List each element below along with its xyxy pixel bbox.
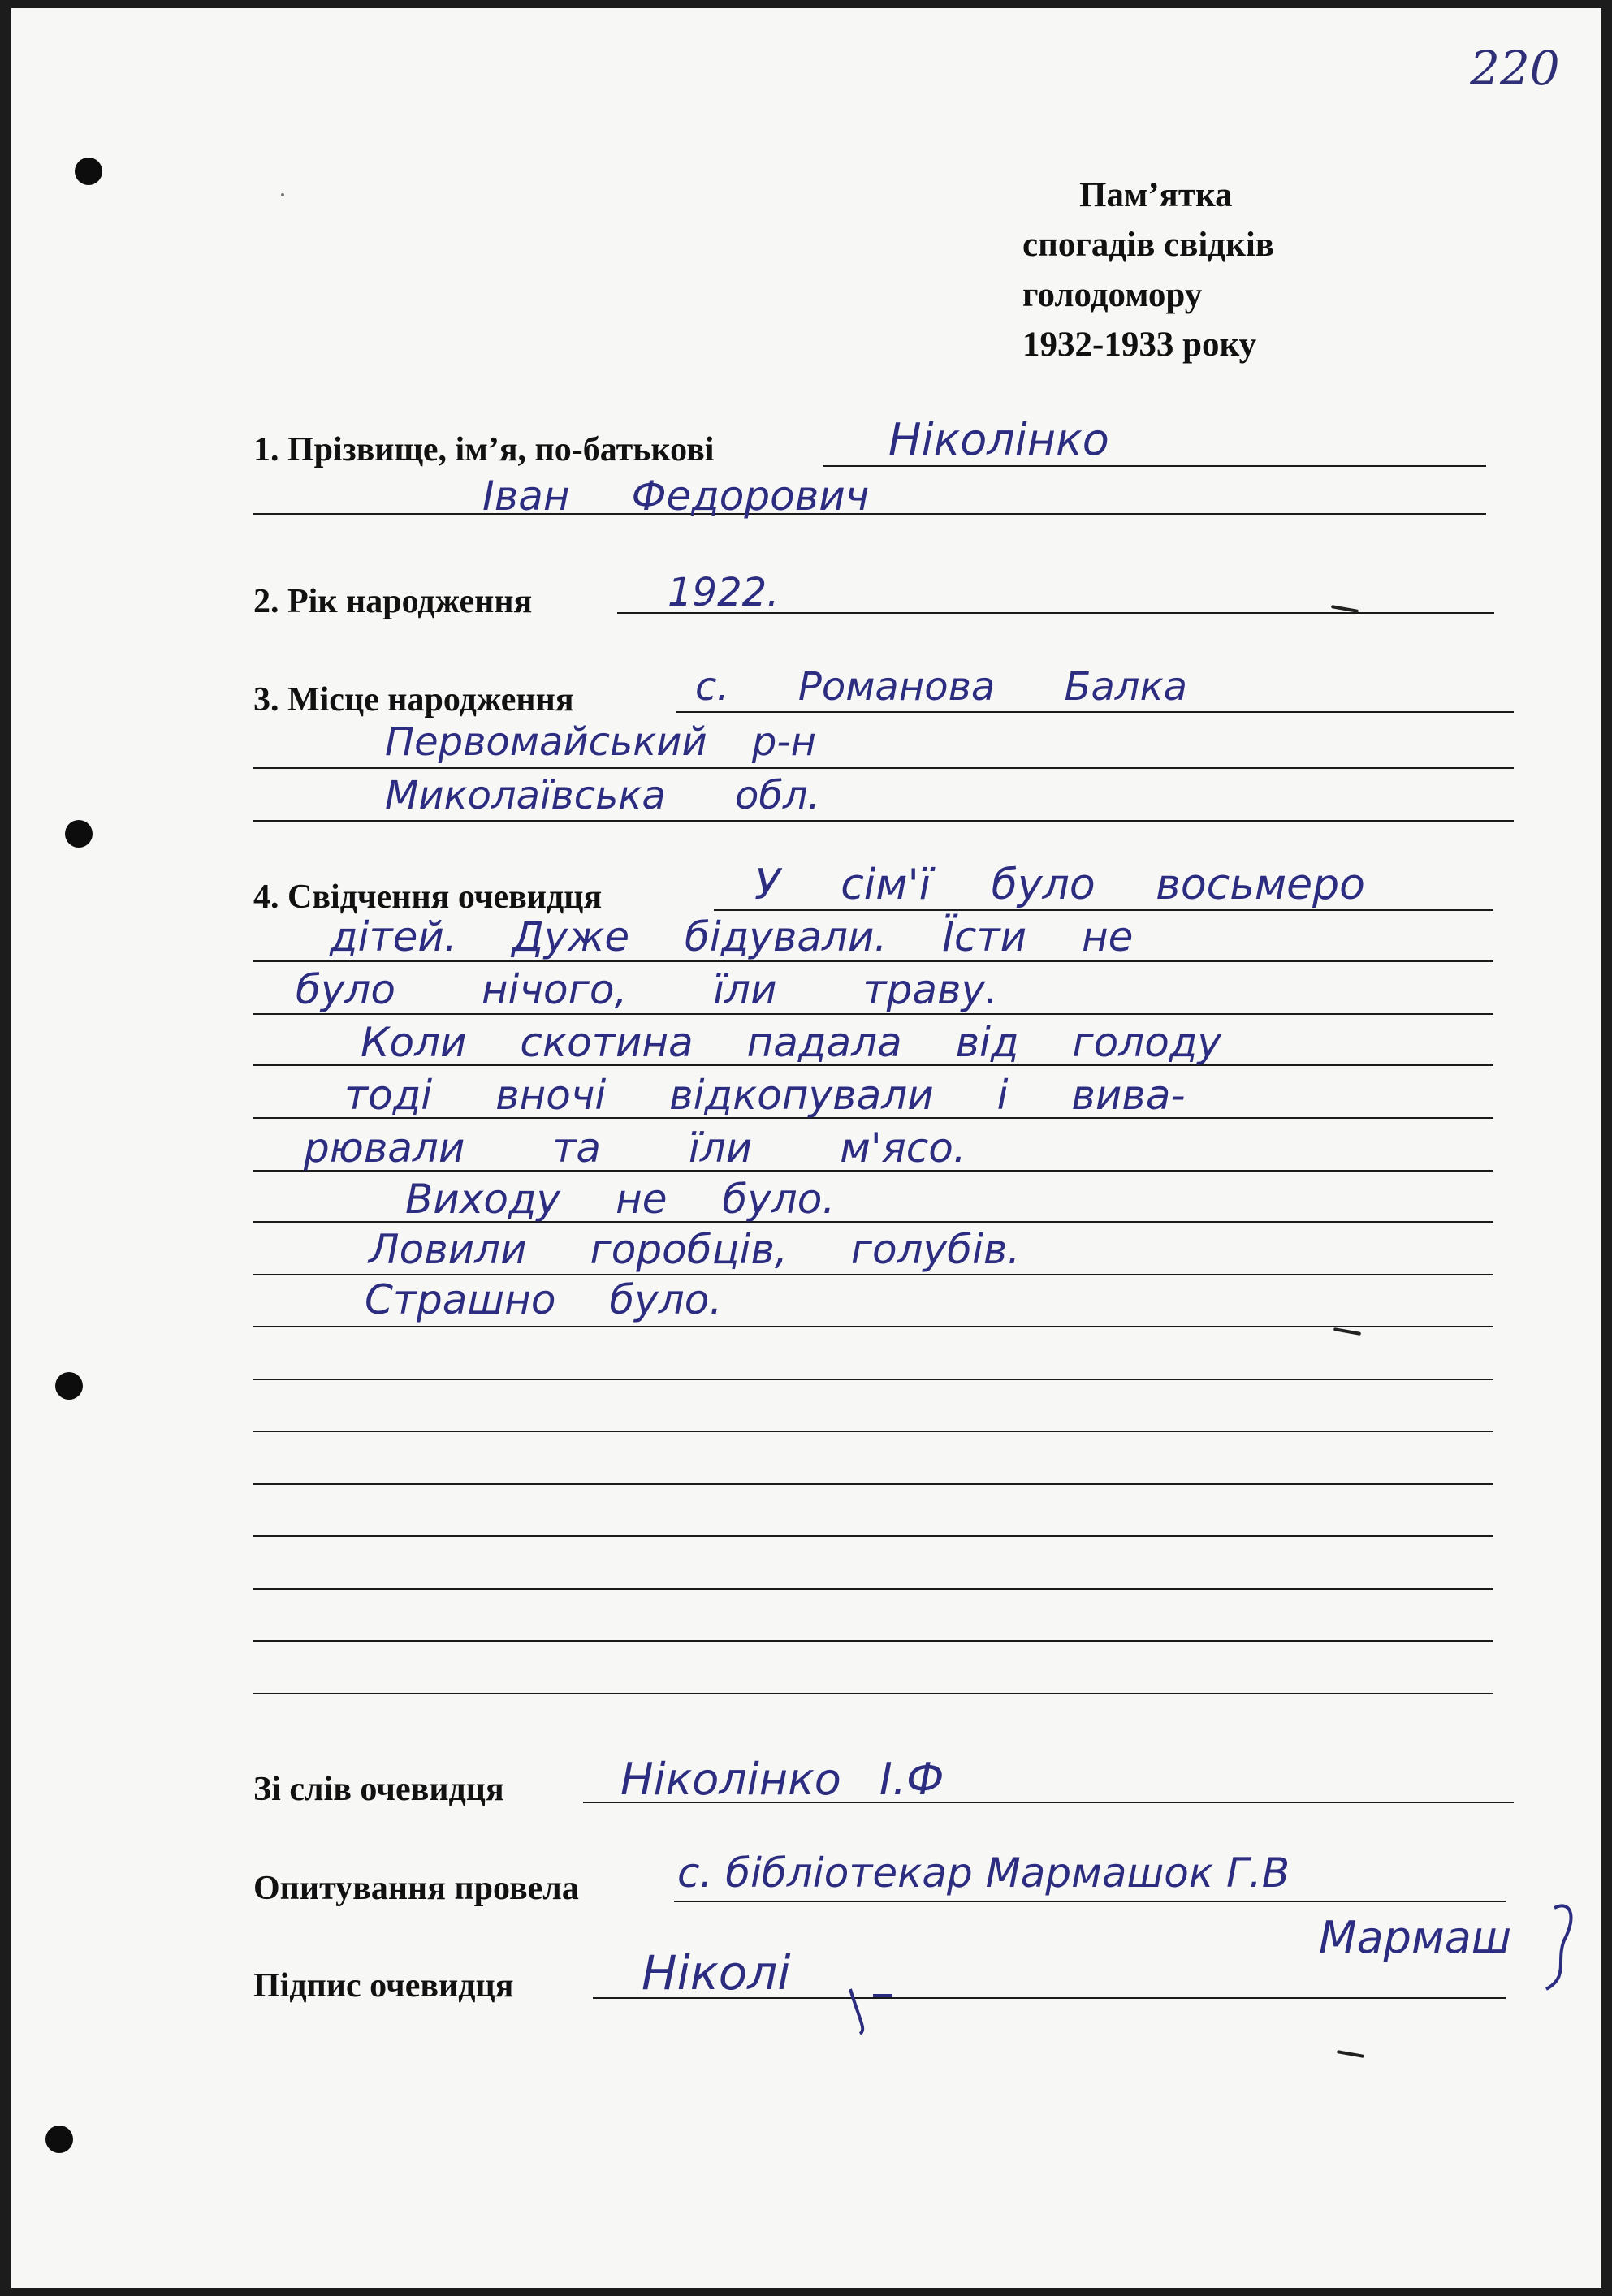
surname-line-2 <box>253 513 1486 515</box>
binder-hole <box>45 2126 73 2153</box>
interviewer-line <box>674 1901 1506 1902</box>
title-line-4: 1932-1933 року <box>1022 326 1257 365</box>
testimony-line-16 <box>253 1693 1493 1694</box>
binder-hole <box>75 158 102 185</box>
birth-place-value-3: Миколаївська обл. <box>385 773 820 818</box>
testimony-text-8: Ловили горобців, голубів. <box>369 1226 1021 1273</box>
testimony-line-12 <box>253 1483 1493 1485</box>
name-value: Іван Федорович <box>482 473 870 520</box>
testimony-text-9: Страшно було. <box>365 1276 723 1323</box>
interviewer-signature: Мармаш <box>1319 1912 1512 1963</box>
testimony-text-2: дітей. Дуже бідували. Їсти не <box>330 913 1134 960</box>
testimony-line-10 <box>253 1379 1493 1380</box>
title-line-3: голодомору <box>1022 275 1203 314</box>
title-line-1: Пам’ятка <box>1079 176 1233 214</box>
pencil-tick <box>1337 2050 1364 2058</box>
testimony-text-6: рювали та їли м'ясо. <box>304 1124 966 1172</box>
interviewer-signature-flourish <box>1538 1900 1587 1997</box>
birth-place-label: 3. Місце народження <box>253 681 574 719</box>
birth-place-line-1 <box>676 711 1514 713</box>
surname-line-1 <box>823 465 1486 467</box>
binder-hole <box>55 1372 83 1400</box>
birth-place-line-2 <box>253 767 1514 769</box>
binder-hole <box>65 820 93 848</box>
paper-speck <box>281 193 284 196</box>
testimony-line-13 <box>253 1535 1493 1537</box>
testimony-text-3: було нічого, їли траву. <box>296 966 998 1013</box>
birth-place-value-2: Первомайський р-н <box>385 719 817 765</box>
birth-year-value: 1922. <box>668 570 780 615</box>
testimony-line-3 <box>253 1013 1493 1015</box>
testimony-line-8 <box>253 1274 1493 1275</box>
from-words-label: Зі слів очевидця <box>253 1771 504 1808</box>
testimony-text-4: Коли скотина падала від голоду <box>361 1019 1221 1066</box>
testimony-text-5: тоді вночі відкопували і вива- <box>344 1072 1186 1119</box>
birth-place-value-1: с. Романова Балка <box>695 664 1187 710</box>
page-number: 220 <box>1470 41 1560 96</box>
witness-signature-label: Підпис очевидця <box>253 1967 514 2005</box>
witness-signature-flourish <box>844 1965 909 2038</box>
testimony-line-2 <box>253 960 1493 962</box>
from-words-value: Ніколінко І.Ф <box>620 1754 944 1805</box>
pencil-tick <box>1333 1327 1361 1336</box>
birth-year-label: 2. Рік народження <box>253 583 533 620</box>
surname-label: 1. Прізвище, ім’я, по-батькові <box>253 431 715 468</box>
testimony-text-1: У сім'ї було восьмеро <box>754 861 1365 909</box>
testimony-label: 4. Свідчення очевидця <box>253 878 603 916</box>
testimony-text-7: Виходу не було. <box>405 1176 836 1223</box>
witness-signature: Ніколі <box>642 1945 791 2000</box>
testimony-line-9 <box>253 1326 1493 1327</box>
document-page <box>11 8 1601 2288</box>
interviewer-value: с. бібліотекар Мармашок Г.В <box>677 1849 1290 1897</box>
title-line-2: спогадів свідків <box>1022 226 1275 265</box>
document-title <box>1022 170 1347 370</box>
testimony-line-15 <box>253 1640 1493 1642</box>
interviewer-label: Опитування провела <box>253 1870 579 1907</box>
surname-value: Ніколінко <box>888 414 1109 465</box>
testimony-line-11 <box>253 1431 1493 1432</box>
testimony-line-14 <box>253 1588 1493 1590</box>
testimony-line-1 <box>714 909 1493 911</box>
birth-place-line-3 <box>253 820 1514 822</box>
